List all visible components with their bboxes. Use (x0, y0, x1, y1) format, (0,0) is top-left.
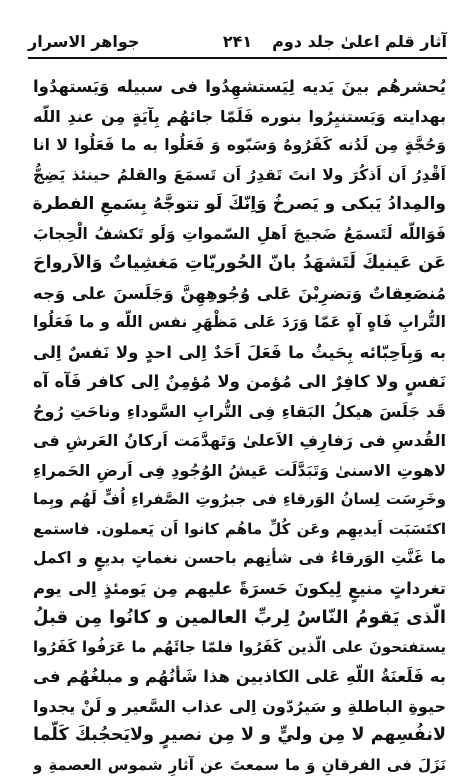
text-line: وخَرِسَت لِسانُ الوَرقاءِ فى جبرُوتِ الصَّفراءِ اُفٍّ لَهُم وبِما (33, 485, 446, 515)
text-line: به فَلَعنَةُ اللّهِ عَلى الكاذبين هذا شَأنُهُم و مبلغُهُم فى (33, 662, 446, 692)
section-title: جواهر الاسرار (28, 30, 139, 54)
text-line: نَزَلَ فى الفرقانِ وَ ما سمعتَ عن آثارِ شموس العصمةِ و (33, 751, 446, 780)
text-line: قَد جَلَسَ هيكلُ البَقاءِ فِى التُّرابِ السَّوداءِ وناحَتِ رُوحُ (33, 397, 446, 427)
text-line: يُحشرهُم بينَ يَديه لِيَستشهِدُوا فى سبيله وَيَستهدُوا (33, 72, 446, 102)
text-line: تغرداتٍ منيعٍ لِيكونَ حَسرَةً عليهم مِن يَومئذٍ اِلى يوم (33, 574, 446, 604)
text-line: به وَبِاَحِبّائه بِحَيثُ ما فَعَلَ اَحَدٌ اِلى احدٍ ولا نَفسٌ اِلى (33, 338, 446, 368)
body-text (33, 72, 446, 780)
text-line: الّذى يَقومُ النّاسُ لِربِّ العالمين و كانُوا مِن قبلُ (33, 603, 446, 633)
text-line: يستفتحونَ على الّذين كَفَرُوا فلمّا جائَهُم ما عَرَفُوا كَفَرُوا (33, 633, 446, 663)
page-number: ۲۴۱ (28, 30, 447, 54)
page-header (28, 30, 447, 54)
text-line: التُّرابِ فَاهٍ آهٍ عَمّا وَرَدَ عَلى مَظْهَرِ نفس اللّه و ما فَعَلُوا (33, 308, 446, 338)
text-line: لاهوتِ الاسنىٰ وَتَبَدَّلَت عَيشُ الوُجُودِ فِى اَرضِ الحَمراءِ (33, 456, 446, 486)
text-line: وَحُجَّةٍ مِن لَدُنه كَفَرُوهُ وَسَبّوه وَ فَعَلُوا به ما فَعَلُوا لا انا (33, 131, 446, 161)
text-line: مُنصَعِقاتٌ وَتضرِبْنَ عَلى وُجُوهِهِنَّ وَجَلَسنَ على وَجه (33, 279, 446, 309)
text-line: لانفُسِهم لا مِن وليٍّ و لا مِن نصيرٍ ولايَحجُبكَ كَلّما (33, 721, 446, 751)
book-title: آثار قلم اعلیٰ جلد دوم (272, 30, 447, 54)
header-rule (28, 57, 447, 59)
text-line: فَوَاللّه لَتَسمَعُ ضَجيجَ اَهلِ السّمواتِ وَلَو تَكشفُ الْحِجابَ (33, 220, 446, 250)
text-line: عَن عَينيكَ لَتَشهَدُ بانّ الحُوريّاتِ مَغشِياتٌ وَالاَرواحَ (33, 249, 446, 279)
text-line: بهدايته وَيَستنيِرُوا بنوره فَلَمّا جائهُم بِآيَةٍ مِن عندِ اللّه (33, 102, 446, 132)
text-line: نَفسٍ ولا كافِرٌ الى مُؤمن ولا مُؤمِنٌ اِلى كافر فَآه آه (33, 367, 446, 397)
text-line: ما غَنَّتِ الوَرقاءُ فى شأنِهم باحسن نغماتٍ بديعٍ و اكمل (33, 544, 446, 574)
text-line: اكتَسَبَت اَيديهِم وعَن كُلِّ ماهُم كانوا اَن يَعملون. فاستمع (33, 515, 446, 545)
text-line: القُدسِ فى رَفارِفِ الاَعلىٰ وَتَهدَّمَت اَركانُ العَرشِ فى (33, 426, 446, 456)
text-line: حيوةِ الباطلةِ و سَيرُدّون اِلى عذاب السَّعير و لَنْ يجدوا (33, 692, 446, 722)
text-line: اَقْدِرُ اَن اَذكُرَ ولا انتَ تَقدِرُ اَن تَسمَعَ والقلمُ حينئذ يَضِجُّ (33, 161, 446, 191)
text-line: والمِدادُ يَبكى و يَصرخُ وَاِنّكَ لَو تتوجَّهُ بِسَمعِ الفطرة (33, 190, 446, 220)
